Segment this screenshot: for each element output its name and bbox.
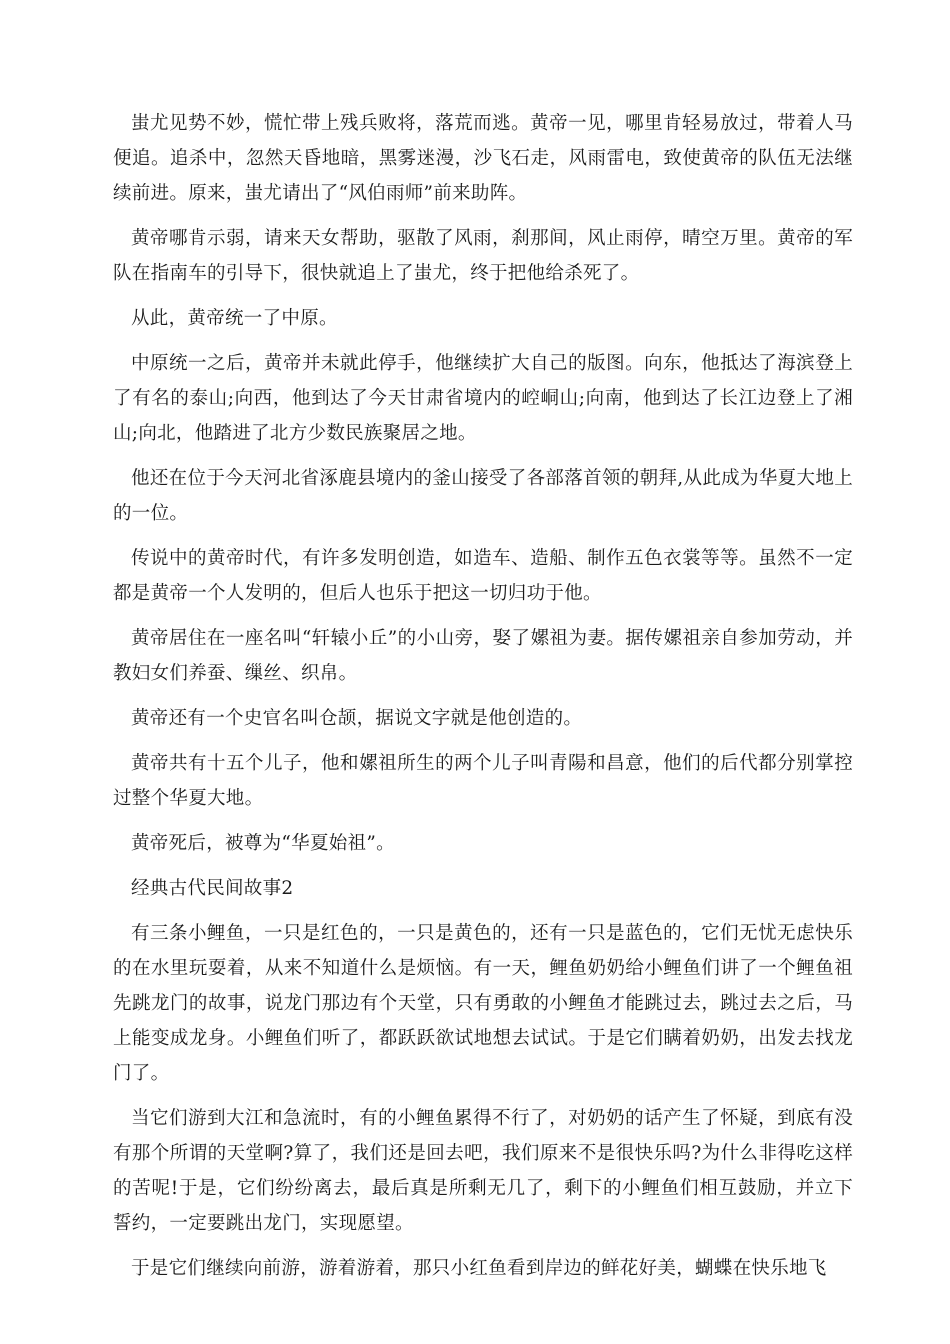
paragraph-huangdi-defeats-chiyou: 黄帝哪肯示弱，请来天女帮助，驱散了风雨，刹那间，风止雨停，晴空万里。黄帝的军队在指南车的引导下，很快就追上了蚩尤，终于把他给杀死了。 [113,228,853,284]
paragraph-leizu: 黄帝居住在一座名叫“轩辕小丘”的小山旁，娶了嫘祖为妻。据传嫘祖亲自参加劳动，并教妇女们养蚕、缫丝、织帛。 [113,628,853,684]
document-body [113,106,853,1296]
paragraph-cangjie: 黄帝还有一个史官名叫仓颉，据说文字就是他创造的。 [131,708,583,729]
paragraph-chiyou-flees: 蚩尤见势不妙，慌忙带上残兵败将，落荒而逃。黄帝一见，哪里肯轻易放过，带着人马便追。追杀中，忽然天昏地暗，黑雾迷漫，沙飞石走，风雨雷电，致使黄帝的队伍无法继续前进。原来，蚩尤请出了“风伯雨师”前来助阵。 [113,113,853,204]
paragraph-inventions: 传说中的黄帝时代，有许多发明创造，如造车、造船、制作五色衣裳等等。虽然不一定都是黄帝一个人发明的，但后人也乐于把这一切归功于他。 [113,548,853,604]
paragraph-carp-intro: 有三条小鲤鱼，一只是红色的，一只是黄色的，还有一只是蓝色的，它们无忧无虑快乐的在水里玩耍着，从来不知道什么是烦恼。有一天，鲤鱼奶奶给小鲤鱼们讲了一个鲤鱼祖先跳龙门的故事，说龙门那边有个天堂，只有勇敢的小鲤鱼才能跳过去，跳过去之后，马上能变成龙身。小鲤鱼们听了，都跃跃欲试地想去试试。于是它们瞒着奶奶，出发去找龙门了。 [113,923,853,1084]
paragraph-fushan: 他还在位于今天河北省涿鹿县境内的釜山接受了各部落首领的朝拜,从此成为华夏大地上的一位。 [113,468,853,524]
paragraph-expansion: 中原统一之后，黄帝并未就此停手，他继续扩大自己的版图。向东，他抵达了海滨登上了有名的泰山;向西，他到达了今天甘肃省境内的崆峒山;向南，他到达了长江边登上了湘山;向北，他踏进了北方少数民族聚居之地。 [113,353,853,444]
paragraph-carp-doubt: 当它们游到大江和急流时，有的小鲤鱼累得不行了，对奶奶的话产生了怀疑，到底有没有那个所谓的天堂啊?算了，我们还是回去吧，我们原来不是很快乐吗?为什么非得吃这样的苦呢!于是，它们纷纷离去，最后真是所剩无几了，剩下的小鲤鱼们相互鼓励，并立下誓约，一定要跳出龙门，实现愿望。 [113,1108,853,1234]
paragraph-ancestor: 黄帝死后，被尊为“华夏始祖”。 [131,833,395,854]
paragraph-carp-continue: 于是它们继续向前游，游着游着，那只小红鱼看到岸边的鲜花好美，蝴蝶在快乐地飞 [131,1258,827,1279]
section-heading: 经典古代民间故事2 [131,878,294,899]
paragraph-unification: 从此，黄帝统一了中原。 [131,308,338,329]
paragraph-sons: 黄帝共有十五个儿子，他和嫘祖所生的两个儿子叫青陽和昌意，他们的后代都分别掌控过整个华夏大地。 [113,753,853,809]
